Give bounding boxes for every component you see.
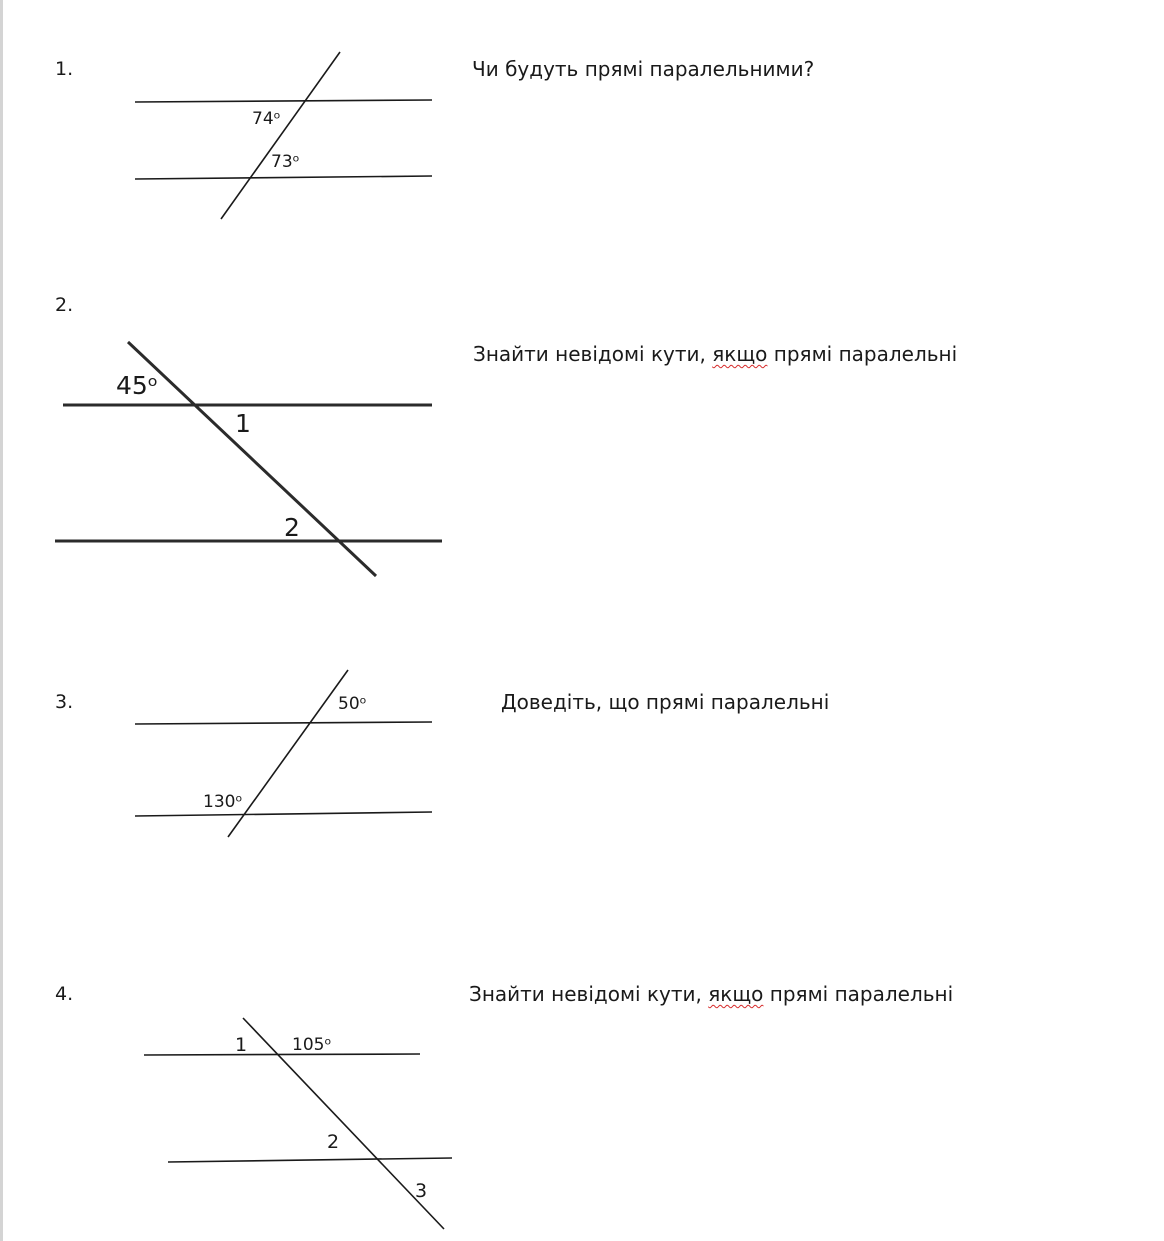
problem-3-number: 3. <box>55 691 74 713</box>
figure-1-angle-label-1: 74ᵒ <box>252 109 281 129</box>
figure-2 <box>55 342 442 576</box>
figure-2-angle-label-2: 2 <box>284 513 300 542</box>
problem-2-question-part: Знайти невідомі кути, <box>473 342 713 366</box>
figure-1-transversal <box>221 52 340 219</box>
figure-4-transversal <box>243 1018 444 1229</box>
figure-4-angle-label-1: 1 <box>235 1034 248 1056</box>
problem-4-number: 4. <box>55 983 74 1005</box>
figure-4-angle-label-3: 3 <box>415 1180 428 1202</box>
figure-3-parallel-line-top <box>135 722 432 724</box>
figure-1-angle-label-2: 73ᵒ <box>271 152 300 172</box>
figure-4-parallel-line-bottom <box>168 1158 452 1162</box>
problem-3-question: Доведіть, що прямі паралельні <box>501 690 830 714</box>
figure-3 <box>135 670 432 837</box>
figure-2-angle-label-1: 1 <box>235 409 251 438</box>
problem-1-question: Чи будуть прямі паралельними? <box>472 57 815 81</box>
figure-1-parallel-line-top <box>135 100 432 102</box>
figure-4-parallel-line-top <box>144 1054 420 1055</box>
problem-2-number: 2. <box>55 294 74 316</box>
figure-1-parallel-line-bottom <box>135 176 432 179</box>
spellcheck-flagged-word[interactable]: якщо <box>712 342 768 366</box>
problem-4-question-part: Знайти невідомі кути, <box>469 982 709 1006</box>
figure-3-angle-label-50: 50ᵒ <box>338 694 367 714</box>
problem-4-question-part: прямі паралельні <box>763 982 954 1006</box>
figure-4-angle-label-2: 2 <box>327 1131 340 1153</box>
figure-4 <box>144 1018 452 1229</box>
problem-2-question-part: прямі паралельні <box>767 342 958 366</box>
figure-2-angle-label-45: 45ᵒ <box>116 371 159 400</box>
figure-3-transversal <box>228 670 348 837</box>
figure-3-angle-label-130: 130ᵒ <box>203 792 243 812</box>
figure-4-angle-label-105: 105ᵒ <box>292 1035 332 1055</box>
figure-1 <box>135 52 432 219</box>
figure-3-parallel-line-bottom <box>135 812 432 816</box>
spellcheck-flagged-word[interactable]: якщо <box>708 982 764 1006</box>
problem-1-number: 1. <box>55 58 74 80</box>
